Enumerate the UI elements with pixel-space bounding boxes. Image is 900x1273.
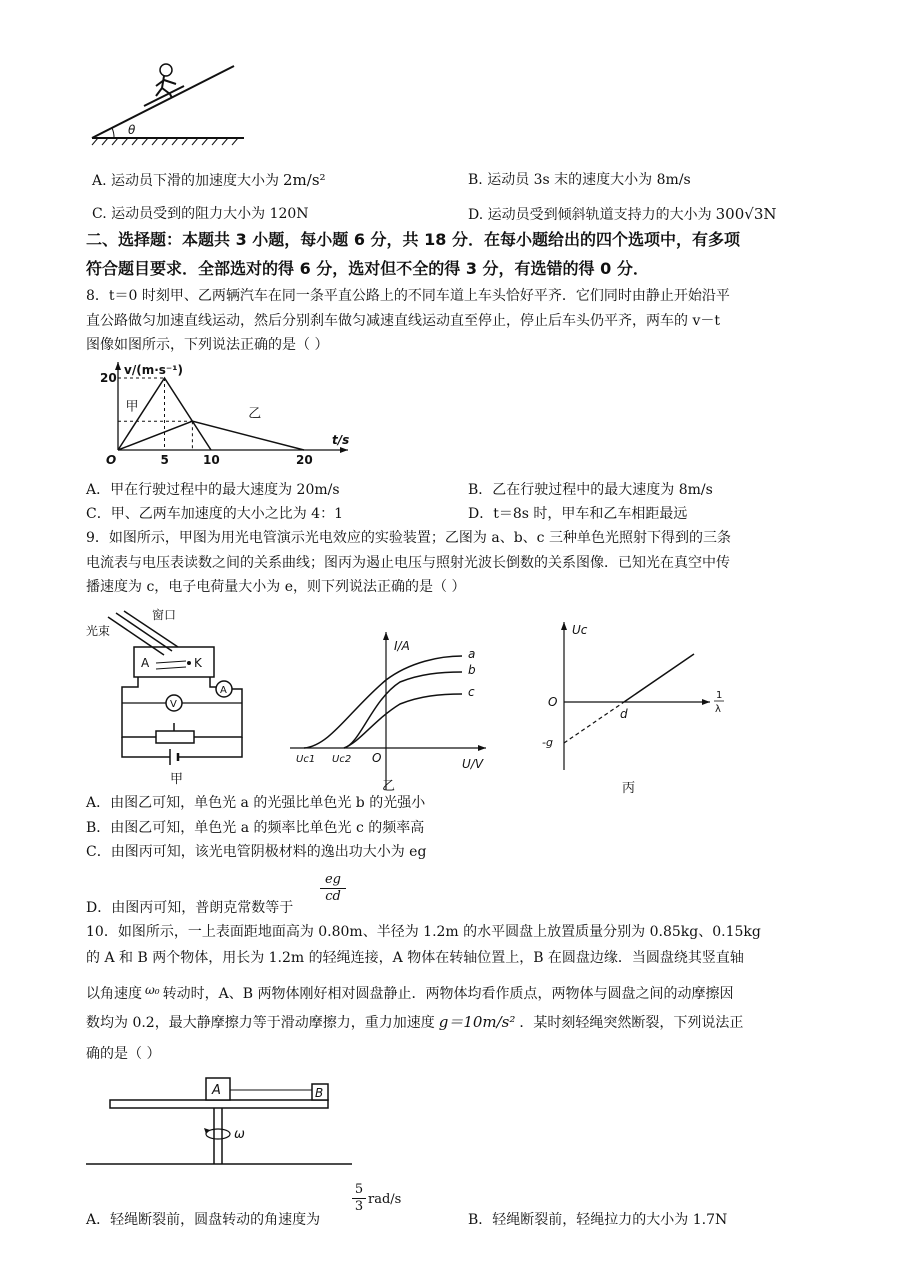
q10-stem-line1: 10．如图所示，一上表面距地面高为 0.80m、半径为 1.2m 的水平圆盘上放置质量分别为 0.85kg、0.15kg	[86, 924, 761, 940]
inverse-lambda-num: 1	[716, 690, 723, 701]
curve-b-label: b	[468, 663, 476, 677]
fraction-denominator: cd	[320, 888, 346, 905]
skier-figure	[144, 64, 184, 106]
q8-option-b: B．乙在行驶过程中的最大速度为 8m/s	[468, 482, 713, 498]
q9-stem-line1: 9．如图所示，甲图为用光电管演示光电效应的实验装置；乙图为 a、b、c 三种单色光照射下得到的三条	[86, 530, 731, 546]
x-tick-label: 20	[296, 453, 313, 467]
voltage-axis-label: U/V	[462, 757, 484, 771]
curve-a-label: a	[468, 647, 476, 661]
q8-stem-line3: 图像如图所示，下列说法正确的是（ ）	[86, 337, 329, 353]
y-axis-label: v/(m·s⁻¹)	[124, 363, 183, 377]
q9-stem-line2: 电流表与电压表读数之间的关系曲线；图丙为遏止电压与照射光波长倒数的关系图像．已知光在真空中传	[86, 555, 730, 571]
fig-yi-caption: 乙	[382, 779, 396, 794]
fraction-denominator: 3	[352, 1198, 366, 1215]
series-line-yi	[118, 421, 304, 450]
beam-label: 光束	[86, 624, 111, 638]
y-tick-label: 20	[100, 371, 117, 385]
q7-option-c: C. 运动员受到的阻力大小为 120N	[92, 206, 309, 222]
inverse-lambda-den: λ	[715, 704, 721, 715]
section-2-title-line2: 符合题目要求．全部选对的得 6 分，选对但不全的得 3 分，有选错的得 0 分．	[86, 259, 649, 278]
x-tick-label: 5	[160, 453, 169, 467]
q9-option-d: D．由图丙可知，普朗克常数等于	[86, 900, 294, 916]
q10-stem-line2: 的 A 和 B 两个物体，用长为 1.2m 的轻绳连接，A 物体在转轴位置上，B 在圆盘边缘．当圆盘绕其竖直轴	[86, 950, 744, 966]
uc-axis-label: Uc	[572, 623, 588, 637]
d-label: d	[620, 707, 628, 721]
cathode-label: K	[194, 656, 202, 670]
voltmeter-label: V	[170, 699, 177, 710]
angle-theta-label: θ	[128, 123, 136, 137]
iv-curves-diagram	[290, 630, 490, 810]
photocell-apparatus-diagram	[86, 605, 266, 785]
curve-c-label: c	[468, 685, 475, 699]
q7-option-d: D. 运动员受到倾斜轨道支持力的大小为 300√3N	[468, 205, 777, 223]
q10-stem-line3: 以角速度 ω₀ 转动时，A、B 两物体刚好相对圆盘静止．两物体均看作质点，两物体与圆盘之间的动摩擦因	[86, 983, 734, 1002]
q10-stem-line5: 确的是（ ）	[86, 1046, 161, 1062]
q9-stem-line3: 播速度为 c，电子电荷量大小为 e，则下列说法正确的是（ ）	[86, 579, 466, 595]
series-label-jia: 甲	[125, 399, 139, 415]
origin-label: O	[106, 453, 117, 467]
uc1-label: Uc1	[296, 754, 316, 765]
fig-bing-caption: 丙	[622, 781, 636, 796]
angular-velocity-unit: rad/s	[368, 1192, 402, 1207]
q7-option-a: A. 运动员下滑的加速度大小为 2m/s²	[92, 171, 326, 189]
q8-option-d: D．t＝8s 时，甲车和乙车相距最远	[468, 506, 688, 522]
block-b-label: B	[315, 1086, 324, 1100]
skier-slope-diagram	[84, 56, 244, 146]
x-tick-label: 10	[203, 453, 220, 467]
fig-jia-caption: 甲	[170, 772, 184, 787]
neg-g-label: -g	[542, 736, 553, 749]
angular-velocity-fraction	[352, 1182, 366, 1215]
q9-option-b: B．由图乙可知，单色光 a 的频率比单色光 c 的频率高	[86, 820, 425, 836]
q7-option-b: B. 运动员 3s 末的速度大小为 8m/s	[468, 172, 691, 188]
origin-label-bing: O	[548, 695, 558, 709]
section-2-title-line1: 二、选择题：本题共 3 小题，每小题 6 分，共 18 分．在每小题给出的四个选项中，有多项	[86, 230, 740, 249]
omega-label: ω	[234, 1127, 245, 1142]
stopping-voltage-diagram	[542, 620, 728, 800]
rotating-disc-diagram	[86, 1072, 356, 1172]
y-axis-arrow	[115, 362, 121, 370]
q9-option-c: C．由图丙可知，该光电管阴极材料的逸出功大小为 eg	[86, 844, 427, 860]
x-axis-label: t/s	[332, 433, 350, 447]
fraction-numerator: 5	[354, 1182, 364, 1197]
q10-stem-line4: 数均为 0.2，最大静摩擦力等于滑动摩擦力，重力加速度 g＝10m/s² ．某时刻轻绳突然断裂，下列说法正	[86, 1013, 744, 1031]
q10-option-a: A．轻绳断裂前，圆盘转动的角速度为	[86, 1212, 321, 1228]
q9-option-a: A．由图乙可知，单色光 a 的光强比单色光 b 的光强小	[86, 795, 426, 811]
q8-option-a: A．甲在行驶过程中的最大速度为 20m/s	[86, 482, 340, 498]
anode-label: A	[141, 656, 150, 670]
x-axis-arrow	[340, 447, 348, 453]
q10-option-b: B．轻绳断裂前，轻绳拉力的大小为 1.7N	[468, 1212, 728, 1228]
block-a-label: A	[212, 1083, 221, 1098]
fraction-numerator: eg	[324, 872, 341, 887]
q8-stem-line2: 直公路做匀加速直线运动，然后分别刹车做匀减速直线运动直至停止，停止后车头仍平齐，两车的 v－t	[86, 313, 720, 329]
series-label-yi: 乙	[248, 406, 262, 422]
q8-option-c: C．甲、乙两车加速度的大小之比为 4：1	[86, 506, 343, 522]
q8-stem-line1: 8．t＝0 时刻甲、乙两辆汽车在同一条平直公路上的不同车道上车头恰好平齐．它们同时由静止开始沿平	[86, 288, 730, 304]
vt-graph	[100, 358, 360, 473]
planck-fraction	[320, 872, 346, 905]
current-axis-label: I/A	[394, 639, 410, 653]
window-label: 窗口	[152, 608, 177, 622]
origin-label: O	[372, 751, 382, 765]
uc2-label: Uc2	[332, 754, 352, 765]
ammeter-label: A	[220, 685, 227, 696]
